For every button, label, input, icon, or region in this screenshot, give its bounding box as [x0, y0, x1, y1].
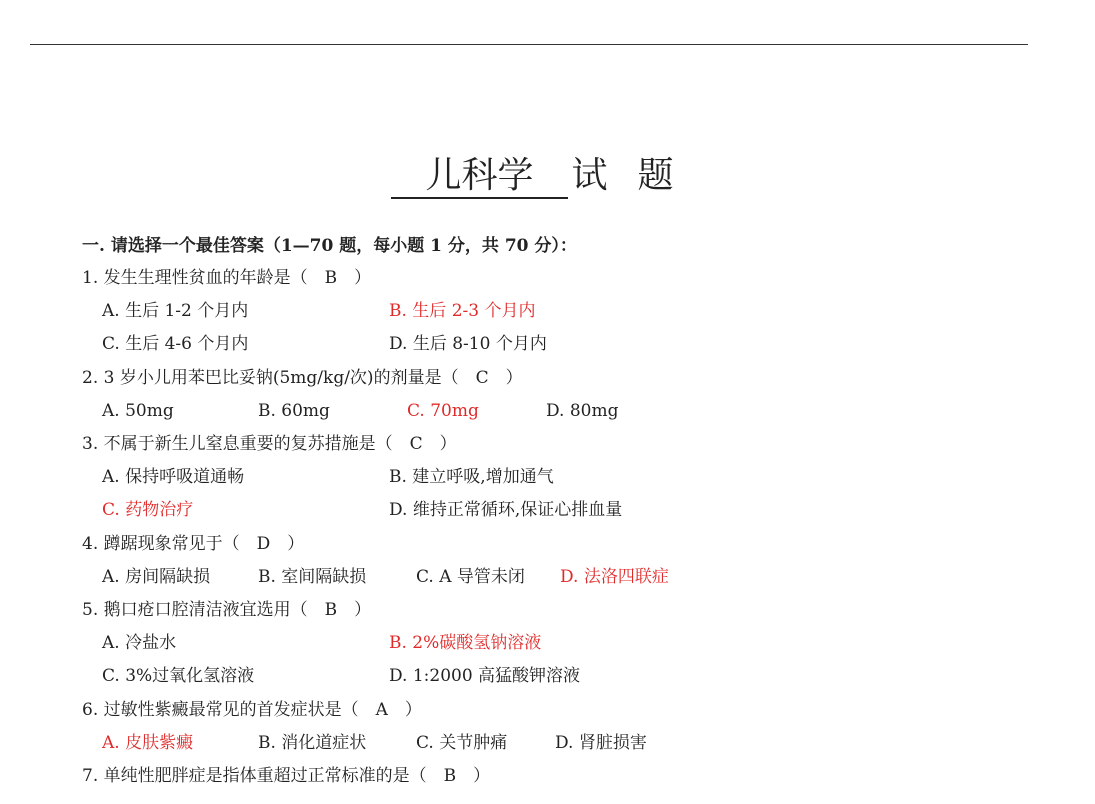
option-c: C. A 导管未闭: [416, 567, 525, 587]
option-c: C. 关节肿痛: [416, 733, 508, 753]
question-stem: 1. 发生生理性贫血的年龄是（ B ）: [82, 268, 372, 288]
option-a: A. 冷盐水: [102, 633, 177, 653]
option-b-correct: B. 2%碳酸氢钠溶液: [389, 633, 542, 653]
title-subject: 儿科学: [391, 155, 567, 199]
question-stem: 7. 单纯性肥胖症是指体重超过正常标准的是（ B ）: [82, 766, 491, 786]
option-a: A. 50mg: [102, 401, 174, 421]
section-header: 一. 请选择一个最佳答案（1—70 题，每小题 1 分，共 70 分）：: [82, 236, 577, 256]
page-title: [0, 152, 1095, 200]
header-rule: [30, 44, 1028, 45]
option-b: B. 消化道症状: [258, 733, 367, 753]
question-stem: 2. 3 岁小儿用苯巴比妥钠(5mg/kg/次)的剂量是（ C ）: [82, 368, 523, 388]
option-b-correct: B. 生后 2-3 个月内: [389, 301, 536, 321]
question-stem: 3. 不属于新生儿窒息重要的复苏措施是（ C ）: [82, 434, 457, 454]
option-d: D. 肾脏损害: [555, 733, 647, 753]
option-b: B. 室间隔缺损: [258, 567, 367, 587]
option-a: A. 保持呼吸道通畅: [102, 467, 245, 487]
title-suffix: 试题: [571, 155, 704, 196]
option-d: D. 1:2000 高猛酸钾溶液: [389, 666, 581, 686]
question-stem: 4. 蹲踞现象常见于（ D ）: [82, 534, 305, 554]
option-d: D. 生后 8-10 个月内: [389, 334, 547, 354]
option-b: B. 60mg: [258, 401, 330, 421]
option-d: D. 维持正常循环,保证心排血量: [389, 500, 623, 520]
option-c-correct: C. 70mg: [407, 401, 479, 421]
option-a-correct: A. 皮肤紫癜: [102, 733, 194, 753]
option-a: A. 房间隔缺损: [102, 567, 211, 587]
option-b: B. 建立呼吸,增加通气: [389, 467, 554, 487]
question-stem: 5. 鹅口疮口腔清洁液宜选用（ B ）: [82, 600, 372, 620]
option-d: D. 80mg: [546, 401, 619, 421]
option-c-correct: C. 药物治疗: [102, 500, 194, 520]
question-stem: 6. 过敏性紫癜最常见的首发症状是（ A ）: [82, 700, 422, 720]
option-c: C. 生后 4-6 个月内: [102, 334, 249, 354]
option-d-correct: D. 法洛四联症: [560, 567, 669, 587]
option-a: A. 生后 1-2 个月内: [102, 301, 249, 321]
option-c: C. 3%过氧化氢溶液: [102, 666, 255, 686]
